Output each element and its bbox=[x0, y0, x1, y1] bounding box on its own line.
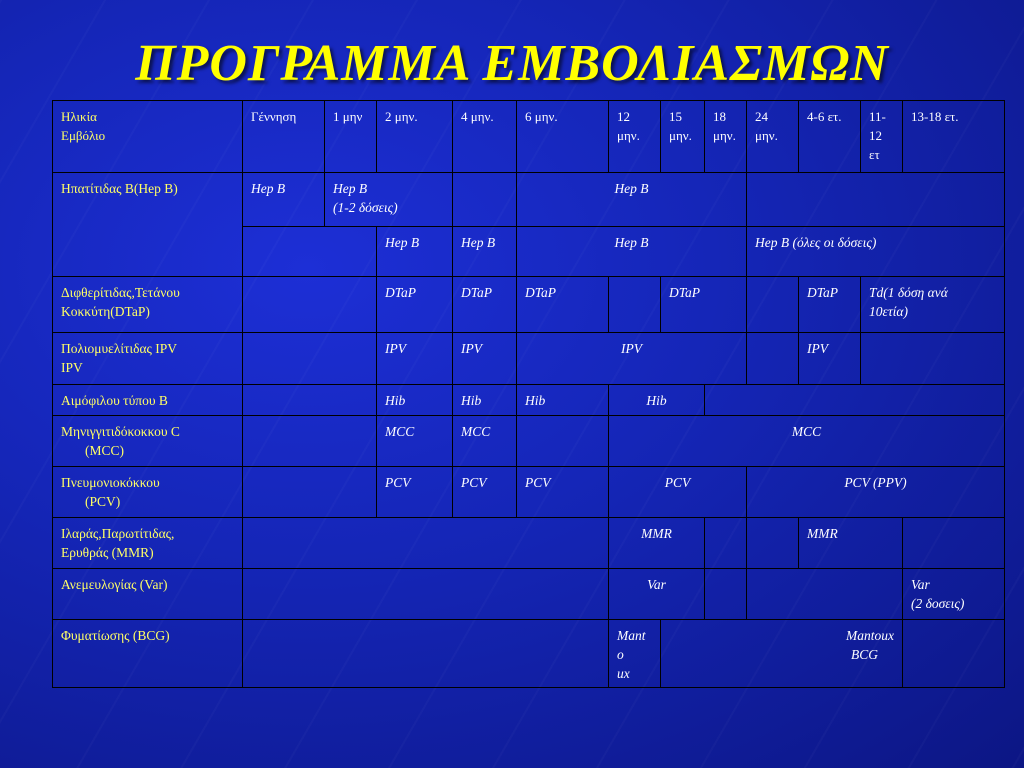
dose-cell: Hep B bbox=[243, 173, 325, 227]
empty-cell bbox=[453, 173, 517, 227]
row-label-dtap bbox=[53, 277, 243, 333]
dose-cell bbox=[609, 620, 661, 688]
empty-cell bbox=[243, 569, 609, 620]
empty-cell bbox=[243, 416, 377, 467]
row-label-text: Ιλαράς,Παρωτίτιδας, bbox=[61, 526, 175, 541]
age-header-label: Ηλικία bbox=[61, 109, 97, 124]
dose-cell: Hep B bbox=[453, 227, 517, 277]
row-label-bcg: Φυματίωσης (BCG) bbox=[53, 620, 243, 688]
row-label-mmr bbox=[53, 518, 243, 569]
dose-cell: PCV bbox=[377, 467, 453, 518]
age-column-header: 13-18 ετ. bbox=[903, 101, 1005, 173]
table-row-hepb bbox=[53, 173, 1005, 227]
empty-cell bbox=[747, 173, 1005, 227]
dose-cell: DTaP bbox=[799, 277, 861, 333]
empty-cell bbox=[705, 385, 1005, 416]
empty-cell bbox=[705, 518, 747, 569]
empty-cell bbox=[861, 333, 1005, 385]
dose-text: Mantoux bbox=[846, 628, 894, 643]
empty-cell bbox=[243, 620, 609, 688]
dose-cell: DTaP bbox=[453, 277, 517, 333]
dose-cell: MCC bbox=[453, 416, 517, 467]
empty-cell bbox=[243, 467, 377, 518]
table-row-dtap bbox=[53, 277, 1005, 333]
empty-cell bbox=[243, 385, 377, 416]
row-label-text: Πνευμονιοκόκκου bbox=[61, 475, 160, 490]
age-column-header: 4-6 ετ. bbox=[799, 101, 861, 173]
empty-cell bbox=[747, 518, 799, 569]
corner-header-cell bbox=[53, 101, 243, 173]
row-label-text: Διφθερίτιδας,Τετάνου bbox=[61, 285, 180, 300]
dose-text: (2 δοσεις) bbox=[911, 596, 965, 611]
dose-cell: IPV bbox=[453, 333, 517, 385]
table-row-ipv bbox=[53, 333, 1005, 385]
empty-cell bbox=[243, 333, 377, 385]
empty-cell bbox=[747, 333, 799, 385]
empty-cell bbox=[903, 620, 1005, 688]
dose-cell: Hib bbox=[453, 385, 517, 416]
dose-cell: IPV bbox=[517, 333, 747, 385]
dose-cell: MCC bbox=[609, 416, 1005, 467]
age-column-header: 1 μην bbox=[325, 101, 377, 173]
dose-cell: PCV bbox=[609, 467, 747, 518]
table-row-bcg bbox=[53, 620, 1005, 688]
age-column-header: 6 μην. bbox=[517, 101, 609, 173]
dose-text: 10ετία) bbox=[869, 304, 908, 319]
row-label-text: Μηνιγγιτιδόκοκκου C bbox=[61, 424, 180, 439]
dose-text: BCG bbox=[851, 647, 878, 662]
header-row bbox=[53, 101, 1005, 173]
dose-text: Hep B bbox=[333, 181, 368, 196]
dose-cell: Hep B bbox=[517, 227, 747, 277]
row-label-hib: Αιμόφιλου τύπου Β bbox=[53, 385, 243, 416]
table-row-mmr bbox=[53, 518, 1005, 569]
dose-cell bbox=[661, 620, 903, 688]
age-column-header: 2 μην. bbox=[377, 101, 453, 173]
empty-cell bbox=[243, 227, 377, 277]
dose-cell: DTaP bbox=[517, 277, 609, 333]
dose-cell: MMR bbox=[799, 518, 903, 569]
empty-cell bbox=[517, 416, 609, 467]
age-column-header: 18 μην. bbox=[705, 101, 747, 173]
empty-cell bbox=[903, 518, 1005, 569]
vaccine-header-label: Εμβόλιο bbox=[61, 128, 106, 143]
age-column-header: 24 μην. bbox=[747, 101, 799, 173]
vaccination-schedule-table bbox=[52, 100, 1005, 688]
row-label-text: Ερυθράς (MMR) bbox=[61, 545, 154, 560]
dose-cell: PCV bbox=[453, 467, 517, 518]
dose-cell: Hib bbox=[609, 385, 705, 416]
row-label-text: Πολιομυελίτιδας IPV bbox=[61, 341, 177, 356]
dose-cell: Var bbox=[609, 569, 705, 620]
dose-cell: Hep B (όλες οι δόσεις) bbox=[747, 227, 1005, 277]
row-label-text: Κοκκύτη(DTaP) bbox=[61, 304, 150, 319]
row-label-hepb: Ηπατίτιδας Β(Hep B) bbox=[53, 173, 243, 277]
row-label-ipv bbox=[53, 333, 243, 385]
age-column-header: Γέννηση bbox=[243, 101, 325, 173]
dose-cell: Hib bbox=[517, 385, 609, 416]
dose-text: ux bbox=[617, 666, 630, 681]
dose-cell: Hib bbox=[377, 385, 453, 416]
row-label-text: (MCC) bbox=[85, 443, 125, 458]
row-label-text: (PCV) bbox=[85, 494, 121, 509]
dose-cell: MMR bbox=[609, 518, 705, 569]
dose-cell: DTaP bbox=[661, 277, 747, 333]
dose-cell: PCV (PPV) bbox=[747, 467, 1005, 518]
empty-cell bbox=[747, 569, 903, 620]
empty-cell bbox=[705, 569, 747, 620]
table-row-pcv bbox=[53, 467, 1005, 518]
row-label-var: Ανεμευλογίας (Var) bbox=[53, 569, 243, 620]
dose-cell bbox=[325, 173, 453, 227]
dose-cell: IPV bbox=[799, 333, 861, 385]
dose-text: (1-2 δόσεις) bbox=[333, 200, 398, 215]
empty-cell bbox=[243, 277, 377, 333]
dose-cell: Hep B bbox=[377, 227, 453, 277]
age-column-header: 11-12 ετ bbox=[861, 101, 903, 173]
age-column-header: 15 μην. bbox=[661, 101, 705, 173]
slide-title: ΠΡΟΓΡΑΜΜΑ ΕΜΒΟΛΙΑΣΜΩΝ bbox=[135, 35, 889, 92]
empty-cell bbox=[609, 277, 661, 333]
age-column-header: 4 μην. bbox=[453, 101, 517, 173]
dose-cell: IPV bbox=[377, 333, 453, 385]
dose-cell: Hep B bbox=[517, 173, 747, 227]
table-row-mcc bbox=[53, 416, 1005, 467]
row-label-text: IPV bbox=[61, 360, 83, 375]
dose-cell bbox=[903, 569, 1005, 620]
dose-text: Manto bbox=[617, 628, 646, 662]
dose-cell: DTaP bbox=[377, 277, 453, 333]
table-row-var bbox=[53, 569, 1005, 620]
empty-cell bbox=[747, 277, 799, 333]
dose-cell bbox=[861, 277, 1005, 333]
dose-text: Var bbox=[911, 577, 930, 592]
dose-cell: PCV bbox=[517, 467, 609, 518]
dose-cell: MCC bbox=[377, 416, 453, 467]
dose-text: Td(1 δόση ανά bbox=[869, 285, 948, 300]
row-label-mcc bbox=[53, 416, 243, 467]
empty-cell bbox=[243, 518, 609, 569]
table-row-hib bbox=[53, 385, 1005, 416]
age-column-header: 12 μην. bbox=[609, 101, 661, 173]
row-label-pcv bbox=[53, 467, 243, 518]
